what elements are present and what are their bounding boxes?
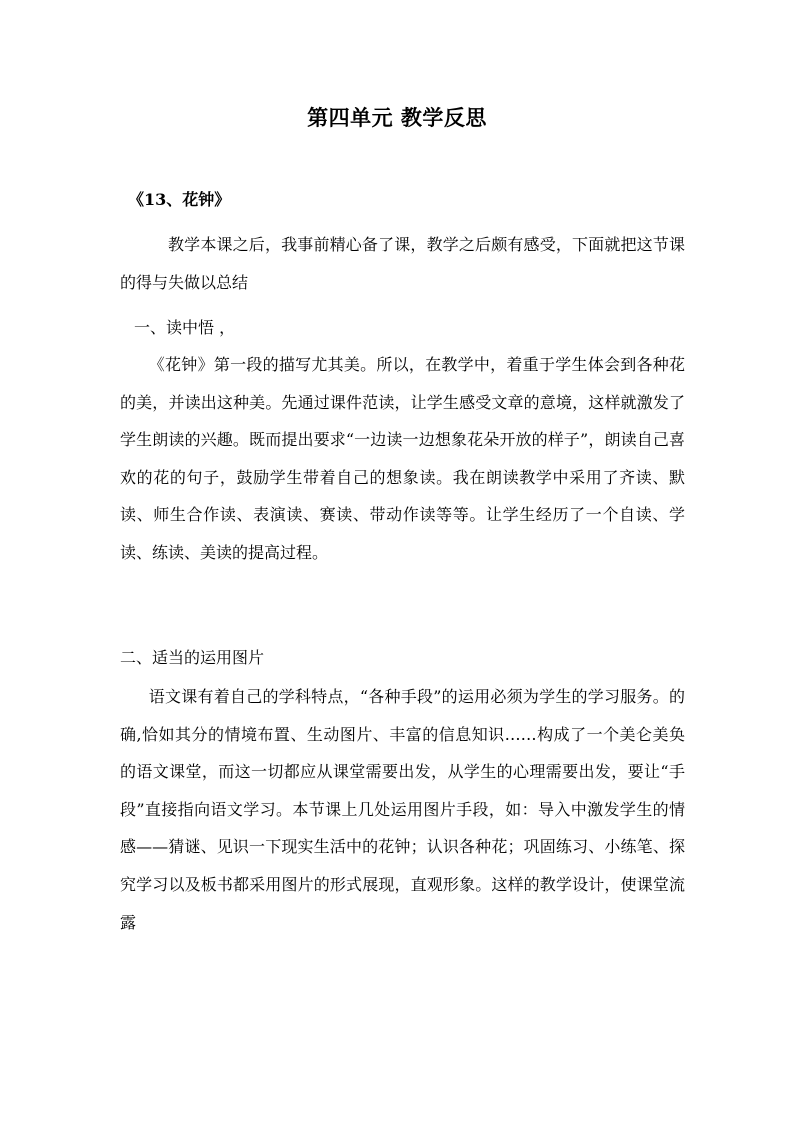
section-2-heading: 二、适当的运用图片 [120,648,265,667]
intro-paragraph: 教学本课之后，我事前精心备了课，教学之后颇有感受，下面就把这节课的得与失做以总结 [120,235,685,292]
lesson-heading: 《13、花钟》 [128,190,231,209]
section-2-paragraph: 语文课有着自己的学科特点，“各种手段”的运用必须为学生的学习服务。的确,恰如其分的情境布置、生动图片、丰富的信息知识……构成了一个美仑美奂的语文课堂，而这一切都应从课堂需要出发，从学生的心理需要出发，要让“手段”直接指向语文学习。本节课上几处运用图片手段，如：导入中激发学生的情感——猜谜、见识一下现实生活中的花钟；认识各种花；巩固练习、小练笔、探究学习以及板书都采用图片的形式展现，直观形象。这样的教学设计，使课堂流露 [120,687,685,932]
section-1-paragraph: 《花钟》第一段的描写尤其美。所以，在教学中，着重于学生体会到各种花的美，并读出这种美。先通过课件范读，让学生感受文章的意境，这样就激发了学生朗读的兴趣。既而提出要求“一边读一边想象花朵开放的样子”，朗读自己喜欢的花的句子，鼓励学生带着自己的想象读。我在朗读教学中采用了齐读、默读、师生合作读、表演读、赛读、带动作读等等。让学生经历了一个自读、学读、练读、美读的提高过程。 [120,355,685,562]
section-1-heading: 一、读中悟 ， [134,318,236,337]
document-title: 第四单元 教学反思 [307,105,487,130]
